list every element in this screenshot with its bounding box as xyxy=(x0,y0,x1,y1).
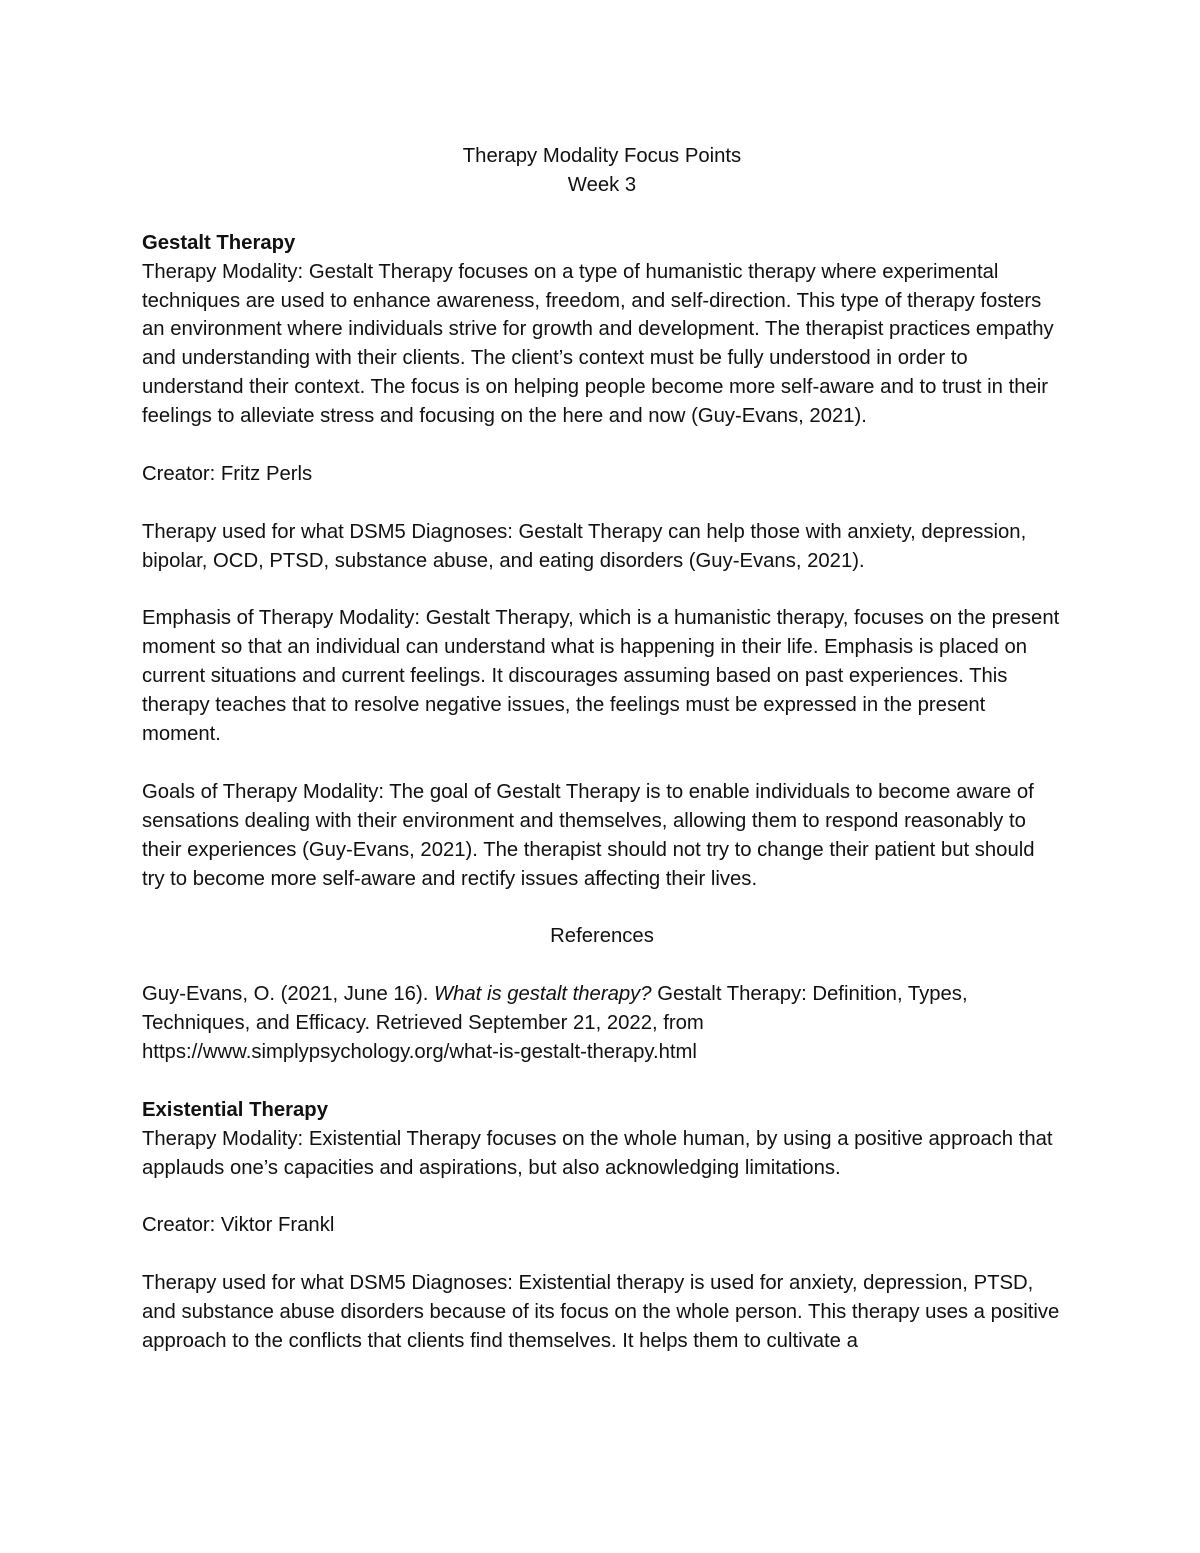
reference-entry xyxy=(142,980,1062,1067)
gestalt-goals: Goals of Therapy Modality: The goal of Gestalt Therapy is to enable individuals to become aware of sensations dealing with their environment and themselves, allowing them to respond reasonably to their experiences (Guy-Evans, 2021). The therapist should not try to change their patient but should try to become more self-aware and rectify issues affecting their lives. xyxy=(142,780,1035,890)
document-subtitle: Week 3 xyxy=(567,173,637,196)
existential-diagnoses: Therapy used for what DSM5 Diagnoses: Existential therapy is used for anxiety, depression, PTSD, and substance abuse disorders because of its focus on the whole person. This therapy uses a positive approach to the conflicts that clients find themselves. It helps them to cultivate a xyxy=(142,1272,1060,1352)
existential-section xyxy=(142,1096,1062,1356)
gestalt-section xyxy=(142,229,1062,894)
reference-details: Gestalt Therapy: Definition, Types, Techniques, and Efficacy. Retrieved September 21, 2022, from https://www.simplypsychology.org/what-is-gestalt-therapy.html xyxy=(142,983,968,1063)
reference-title: What is gestalt therapy? xyxy=(433,983,652,1006)
gestalt-modality: Therapy Modality: Gestalt Therapy focuses on a type of humanistic therapy where experimental techniques are used to enhance awareness, freedom, and self-direction. This type of therapy fosters an environment where individuals strive for growth and development. The therapist practices empathy and understanding with their clients. The client’s context must be fully understood in order to understand their context. The focus is on helping people become more self-aware and to trust in their feelings to alleviate stress and focusing on the here and now (Guy-Evans, 2021). xyxy=(142,260,1054,428)
gestalt-heading: Gestalt Therapy xyxy=(142,231,296,254)
gestalt-creator: Creator: Fritz Perls xyxy=(142,462,313,485)
existential-heading: Existential Therapy xyxy=(142,1098,328,1121)
references-section xyxy=(142,922,1062,1067)
references-heading: References xyxy=(550,925,654,948)
existential-creator: Creator: Viktor Frankl xyxy=(142,1214,335,1237)
gestalt-diagnoses: Therapy used for what DSM5 Diagnoses: Gestalt Therapy can help those with anxiety, depression, bipolar, OCD, PTSD, substance abuse, and eating disorders (Guy-Evans, 2021). xyxy=(142,520,1027,572)
title-block xyxy=(142,142,1062,200)
reference-author: Guy-Evans, O. (2021, June 16). xyxy=(142,983,434,1006)
gestalt-emphasis: Emphasis of Therapy Modality: Gestalt Therapy, which is a humanistic therapy, focuses on the present moment so that an individual can understand what is happening in their life. Emphasis is placed on current situations and current feelings. It discourages assuming based on past experiences. This therapy teaches that to resolve negative issues, the feelings must be expressed in the present moment. xyxy=(142,607,1060,746)
existential-modality: Therapy Modality: Existential Therapy focuses on the whole human, by using a positive approach that applauds one’s capacities and aspirations, but also acknowledging limitations. xyxy=(142,1127,1053,1179)
document-title: Therapy Modality Focus Points xyxy=(462,145,742,167)
